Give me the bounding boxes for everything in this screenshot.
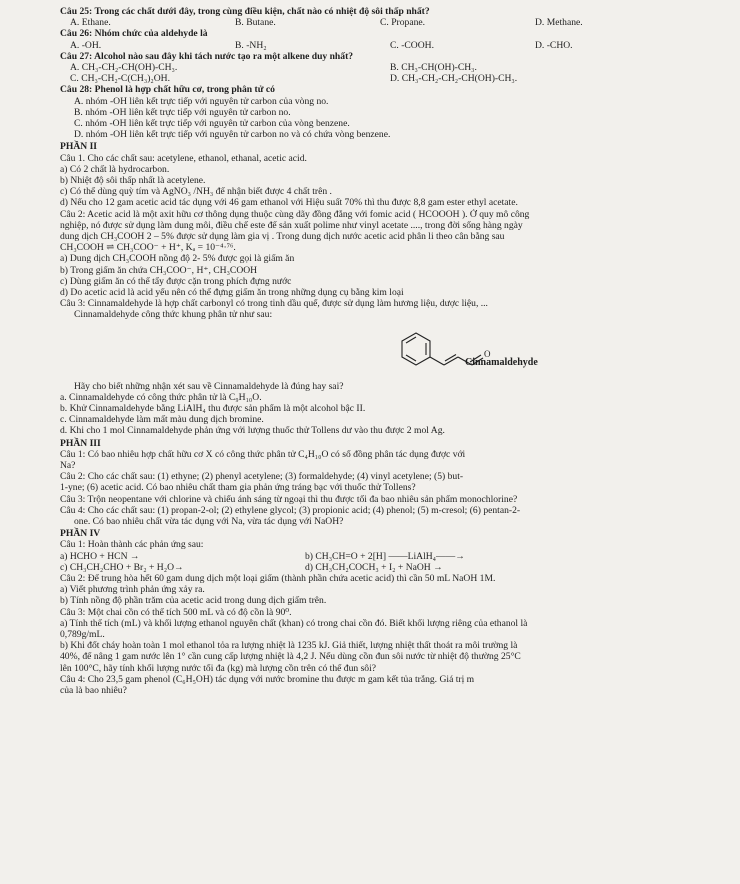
p3-c4a: Câu 4: Cho các chất sau: (1) propan-2-ol; (2) ethylene glycol; (3) propionic acid; (4) phenol; (5) m-cresol; (6) pentan-2- bbox=[60, 504, 521, 516]
p2-c1-a: a) Có 2 chất là hydrocarbon. bbox=[60, 163, 170, 175]
p2-c2-l1: Câu 2: Acetic acid là một axit hữu cơ thông dụng thuộc cùng dãy đồng đẳng với fomic acid ( HCOOOH ). Ở quy mô công bbox=[60, 208, 530, 220]
q26-option-c: C. -COOH. bbox=[390, 39, 434, 51]
q26-option-b: B. -NH₂ bbox=[235, 39, 267, 51]
p2-c2-eq: CH₃COOH ⇌ CH₃COO⁻ + H⁺, Kₐ = 10⁻⁴·⁷⁶. bbox=[60, 242, 236, 254]
chain-double-bond-a bbox=[444, 357, 458, 365]
chain-double-bond-b bbox=[445, 354, 456, 361]
cinnamaldehyde-label: Cinnamaldehyde bbox=[465, 356, 538, 368]
q26-option-a: A. -OH. bbox=[70, 39, 102, 51]
chain-bond-1 bbox=[430, 357, 444, 365]
p4-c3: Câu 3: Một chai cồn có thể tích 500 mL và có độ cồn là 90⁰. bbox=[60, 606, 292, 618]
q28-option-b: B. nhóm -OH liên kết trực tiếp với nguyên tử carbon no. bbox=[74, 106, 291, 118]
p4-reaction-b: b) CH₃CH=O + 2[H] ——LiAlH₄——→ bbox=[305, 550, 465, 562]
p4-c3b3: lên 100°C, hãy tính khối lượng nước tối đa (kg) mà lượng cồn trên có thể đun sôi? bbox=[60, 662, 377, 674]
p4-c3a2: 0,789g/mL. bbox=[60, 629, 105, 641]
p3-c2a: Câu 2: Cho các chất sau: (1) ethyne; (2) phenyl acetylene; (3) formaldehyde; (4) vinyl acetylene; (5) but- bbox=[60, 471, 464, 483]
p4-c3b2: 40%, để nâng 1 gam nước lên 1° cần cung cấp lượng nhiệt là 4,2 J. Nếu dùng cồn đun sôi nước từ nhiệt độ thường 25°C bbox=[60, 651, 521, 663]
p2-c1-d: d) Nếu cho 12 gam acetic acid tác dụng với 46 gam ethanol với Hiệu suất 70% thì thu được 8,8 gam ester ethyl acetate. bbox=[60, 197, 518, 209]
p3-c4b: one. Có bao nhiêu chất vừa tác dụng với Na, vừa tác dụng với NaOH? bbox=[74, 516, 344, 528]
q25-option-d: D. Methane. bbox=[535, 17, 583, 29]
q28-option-a: A. nhóm -OH liên kết trực tiếp với nguyên tử carbon của vòng no. bbox=[74, 95, 329, 107]
p2-c2-a: a) Dung dịch CH₃COOH nồng độ 2- 5% được gọi là giấm ăn bbox=[60, 253, 295, 265]
p2-c3-b: b. Khử Cinnamaldehyde bằng LiAlH₄ thu được sản phẩm là một alcohol bậc II. bbox=[60, 403, 366, 415]
p4-c3a1: a) Tính thể tích (mL) và khối lượng ethanol nguyên chất (khan) có trong chai cồn đó. Biết khối lượng riêng của ethanol là bbox=[60, 617, 528, 629]
q25-options bbox=[60, 17, 726, 28]
p2-c2-c: c) Dùng giấm ăn có thể tẩy được cặn trong phích đựng nước bbox=[60, 275, 292, 287]
p2-c2-b: b) Trong giấm ăn chứa CH₃COO⁻, H⁺, CH₃COOH bbox=[60, 264, 258, 276]
p4-c1: Câu 1: Hoàn thành các phản ứng sau: bbox=[60, 539, 204, 551]
p4-c4b: của là bao nhiêu? bbox=[60, 685, 127, 697]
p4-reaction-c: c) CH₃CH₂CHO + Br₂ + H₂O→ bbox=[60, 561, 184, 573]
q26-option-d: D. -CHO. bbox=[535, 39, 573, 51]
p4-c2a: a) Viết phương trình phản ứng xảy ra. bbox=[60, 584, 205, 596]
part4-title: PHẦN IV bbox=[60, 528, 101, 540]
q27-option-d: D. CH₃-CH₂-CH₂-CH(OH)-CH₃. bbox=[390, 73, 518, 85]
q27-options-row1 bbox=[60, 62, 726, 73]
cinnamaldehyde-structure bbox=[60, 321, 726, 381]
p2-c2-l2: nghiệp, nó được sử dụng làm dung môi, điều chế este để sản xuất polime như vinyl acetate ...., trong đời sống hàng ngày bbox=[60, 219, 523, 231]
p4-reaction-a: a) HCHO + HCN → bbox=[60, 550, 140, 562]
p4-reaction-d: d) CH₃CH₂COCH₃ + I₂ + NaOH → bbox=[305, 561, 443, 573]
q28-stem: Câu 28: Phenol là hợp chất hữu cơ, trong phân tử có bbox=[60, 84, 275, 96]
p2-c3-c: c. Cinnamaldehyde làm mất màu dung dịch bromine. bbox=[60, 414, 264, 426]
q27-option-c: C. CH₃-CH₂-C(CH₃)₂OH. bbox=[70, 73, 170, 85]
q27-stem: Câu 27: Alcohol nào sau đây khi tách nước tạo ra một alkene duy nhất? bbox=[60, 50, 354, 62]
q25-option-c: C. Propane. bbox=[380, 17, 426, 29]
q26-stem: Câu 26: Nhóm chức của aldehyde là bbox=[60, 28, 208, 40]
q25-option-b: B. Butane. bbox=[235, 17, 276, 29]
q27-options-row2 bbox=[60, 73, 726, 84]
q25-option-a: A. Ethane. bbox=[70, 17, 111, 29]
q28-option-c: C. nhóm -OH liên kết trực tiếp với nguyên tử carbon của vòng benzene. bbox=[74, 117, 350, 129]
p2-c3-l2: Cinnamaldehyde công thức khung phân tử như sau: bbox=[74, 309, 273, 321]
q26-options bbox=[60, 40, 726, 51]
part2-title: PHẦN II bbox=[60, 141, 98, 153]
p3-c3: Câu 3: Trộn neopentane với chlorine và chiếu ánh sáng từ ngoại thì thu được tối đa bao nhiêu sản phẩm monochlorine? bbox=[60, 493, 518, 505]
p4-c2b: b) Tính nồng độ phần trăm của acetic acid trong dung dịch giấm trên. bbox=[60, 595, 327, 607]
p2-c3-l1: Câu 3: Cinnamaldehyde là hợp chất carbonyl có trong tinh dầu quế, được sử dụng làm hương liệu, dược liệu, ... bbox=[60, 298, 488, 310]
q28-option-d: D. nhóm -OH liên kết trực tiếp với nguyên tử carbon no và có chứa vòng benzene. bbox=[74, 129, 391, 141]
p2-c1-c: c) Có thể dùng quỳ tím và AgNO₃ /NH₃ để nhận biết được 4 chất trên . bbox=[60, 186, 332, 198]
p2-c2-d: d) Do acetic acid là acid yếu nên có thể đựng giấm ăn trong những dụng cụ bằng kim loại bbox=[60, 287, 404, 299]
cinnamaldehyde-skeletal-formula bbox=[390, 321, 510, 379]
p3-c1a: Câu 1: Có bao nhiêu hợp chất hữu cơ X có công thức phân tử C₄H₁₀O có số đồng phân tác dụng được với bbox=[60, 448, 466, 460]
p2-c2-l3: dung dịch CH₃COOH 2 – 5% được sử dụng làm gia vị . Trong dung dịch nước acetic acid phân li theo cân bằng sau bbox=[60, 231, 505, 242]
p2-c1-stem: Câu 1. Cho các chất sau: acetylene, ethanol, ethanal, acetic acid. bbox=[60, 152, 307, 164]
p2-c3-ask: Hãy cho biết những nhận xét sau về Cinnamaldehyde là đúng hay sai? bbox=[74, 380, 344, 392]
part3-title: PHẦN III bbox=[60, 437, 101, 449]
q25-stem: Câu 25: Trong các chất dưới đây, trong cùng điều kiện, chất nào có nhiệt độ sôi thấp nhất? bbox=[60, 6, 430, 17]
p4-reactions-row2 bbox=[60, 562, 726, 573]
p3-c1b: Na? bbox=[60, 460, 76, 472]
p2-c3-a: a. Cinnamaldehyde có công thức phân tử là C₉H₁₀O. bbox=[60, 391, 262, 403]
p4-c2: Câu 2: Để trung hòa hết 60 gam dung dịch một loại giấm (thành phần chứa acetic acid) thì cần 50 mL NaOH 1M. bbox=[60, 573, 496, 585]
p4-reactions-row1 bbox=[60, 551, 726, 562]
p4-c3b1: b) Khi đốt cháy hoàn toàn 1 mol ethanol tỏa ra lượng nhiệt là 1235 kJ. Giả thiết, lượng nhiệt thất thoát ra môi trường là bbox=[60, 640, 518, 652]
p4-c4a: Câu 4: Cho 23,5 gam phenol (C₆H₅OH) tác dụng với nước bromine thu được m gam kết tủa trắng. Giá trị m bbox=[60, 673, 475, 685]
p2-c3-d: d. Khi cho 1 mol Cinnamaldehyde phản ứng với lượng thuốc thử Tollens dư vào thu được 2 mol Ag. bbox=[60, 425, 445, 437]
p2-c1-b: b) Nhiệt độ sôi thấp nhất là acetylene. bbox=[60, 174, 206, 186]
p3-c2b: 1-yne; (6) acetic acid. Có bao nhiêu chất tham gia phản ứng tráng bạc với thuốc thử Tollens? bbox=[60, 482, 416, 494]
q27-option-a: A. CH₃-CH₂-CH(OH)-CH₃. bbox=[70, 61, 178, 73]
oxygen-label: O bbox=[484, 348, 491, 359]
q27-option-b: B. CH₃-CH(OH)-CH₃. bbox=[390, 61, 477, 73]
